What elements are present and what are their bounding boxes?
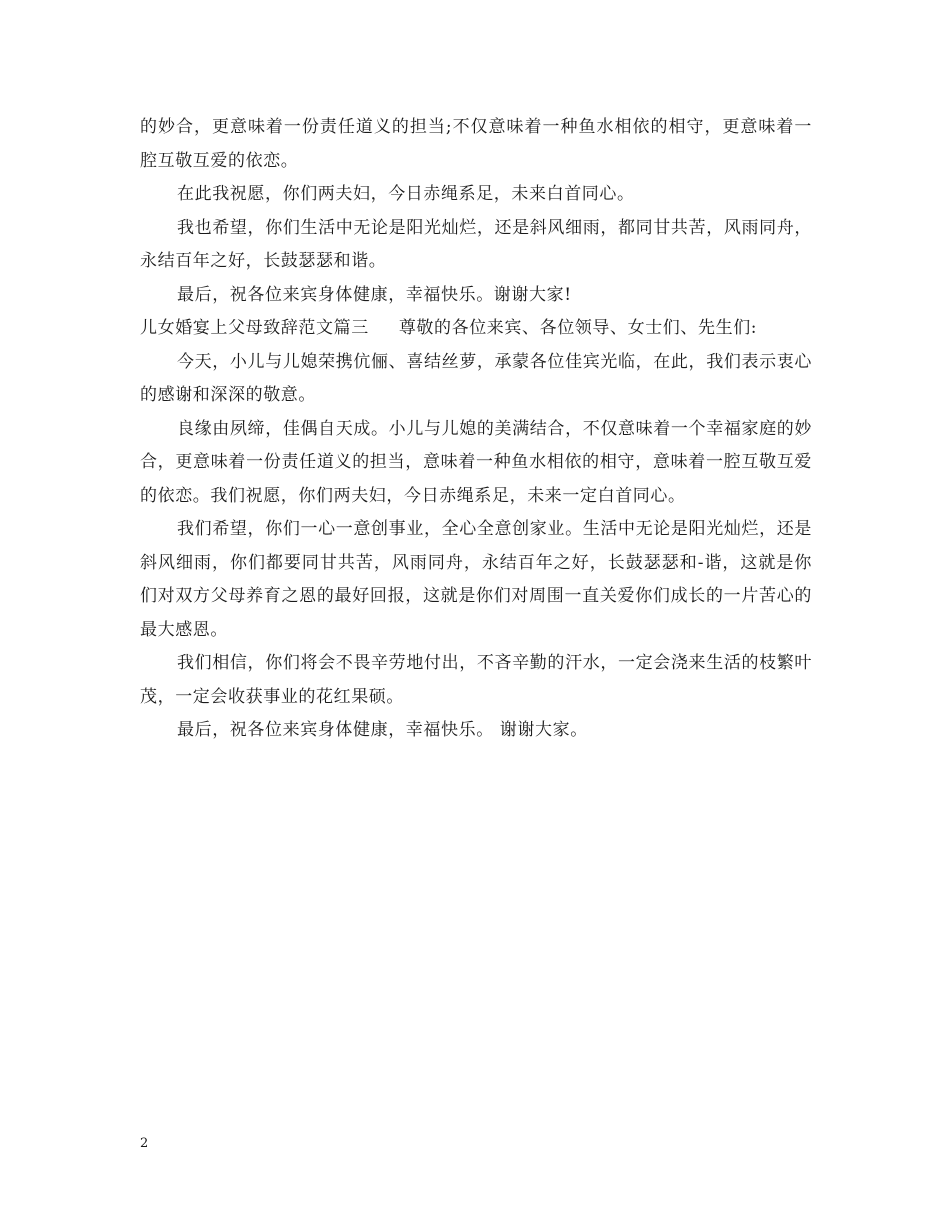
body-paragraph: 的妙合，更意味着一份责任道义的担当;不仅意味着一种鱼水相依的相守，更意味着一腔互敬互爱的依恋。 xyxy=(140,117,812,171)
body-paragraph: 我们希望，你们一心一意创事业，全心全意创家业。生活中无论是阳光灿烂，还是斜风细雨，你们都要同甘共苦，风雨同舟，永结百年之好，长鼓瑟瑟和-谐，这就是你们对双方父母养育之恩的最好回报，这就是你们对周围一直关爱你们成长的一片苦心的最大感恩。 xyxy=(140,519,812,640)
body-paragraph: 我们相信，你们将会不畏辛劳地付出，不吝辛勤的汗水，一定会浇来生活的枝繁叶茂，一定会收获事业的花红果硕。 xyxy=(140,653,812,707)
page-number: 2 xyxy=(140,1136,149,1151)
greeting-text: 尊敬的各位来宾、各位领导、女士们、先生们: xyxy=(398,318,758,338)
body-paragraph: 今天，小儿与儿媳荣携伉俪、喜结丝萝，承蒙各位佳宾光临，在此，我们表示衷心的感谢和深深的敬意。 xyxy=(140,351,812,405)
document-body xyxy=(140,111,812,748)
body-paragraph: 最后，祝各位来宾身体健康，幸福快乐。 谢谢大家。 xyxy=(177,720,588,740)
body-paragraph: 在此我祝愿，你们两夫妇，今日赤绳系足，未来白首同心。 xyxy=(177,184,635,204)
body-paragraph: 最后，祝各位来宾身体健康，幸福快乐。谢谢大家! xyxy=(177,284,572,305)
body-paragraph: 良缘由夙缔，佳偶自天成。小儿与儿媳的美满结合，不仅意味着一个幸福家庭的妙合，更意味着一份责任道义的担当，意味着一种鱼水相依的相守，意味着一腔互敬互爱的依恋。我们祝愿，你们两夫妇，今日赤绳系足，未来一定白首同心。 xyxy=(140,418,812,506)
section-heading-line xyxy=(140,312,812,346)
section-heading: 儿女婚宴上父母致辞范文篇三 xyxy=(140,318,369,338)
body-paragraph: 我也希望，你们生活中无论是阳光灿烂，还是斜风细雨，都同甘共苦，风雨同舟，永结百年之好，长鼓瑟瑟和谐。 xyxy=(140,217,812,271)
